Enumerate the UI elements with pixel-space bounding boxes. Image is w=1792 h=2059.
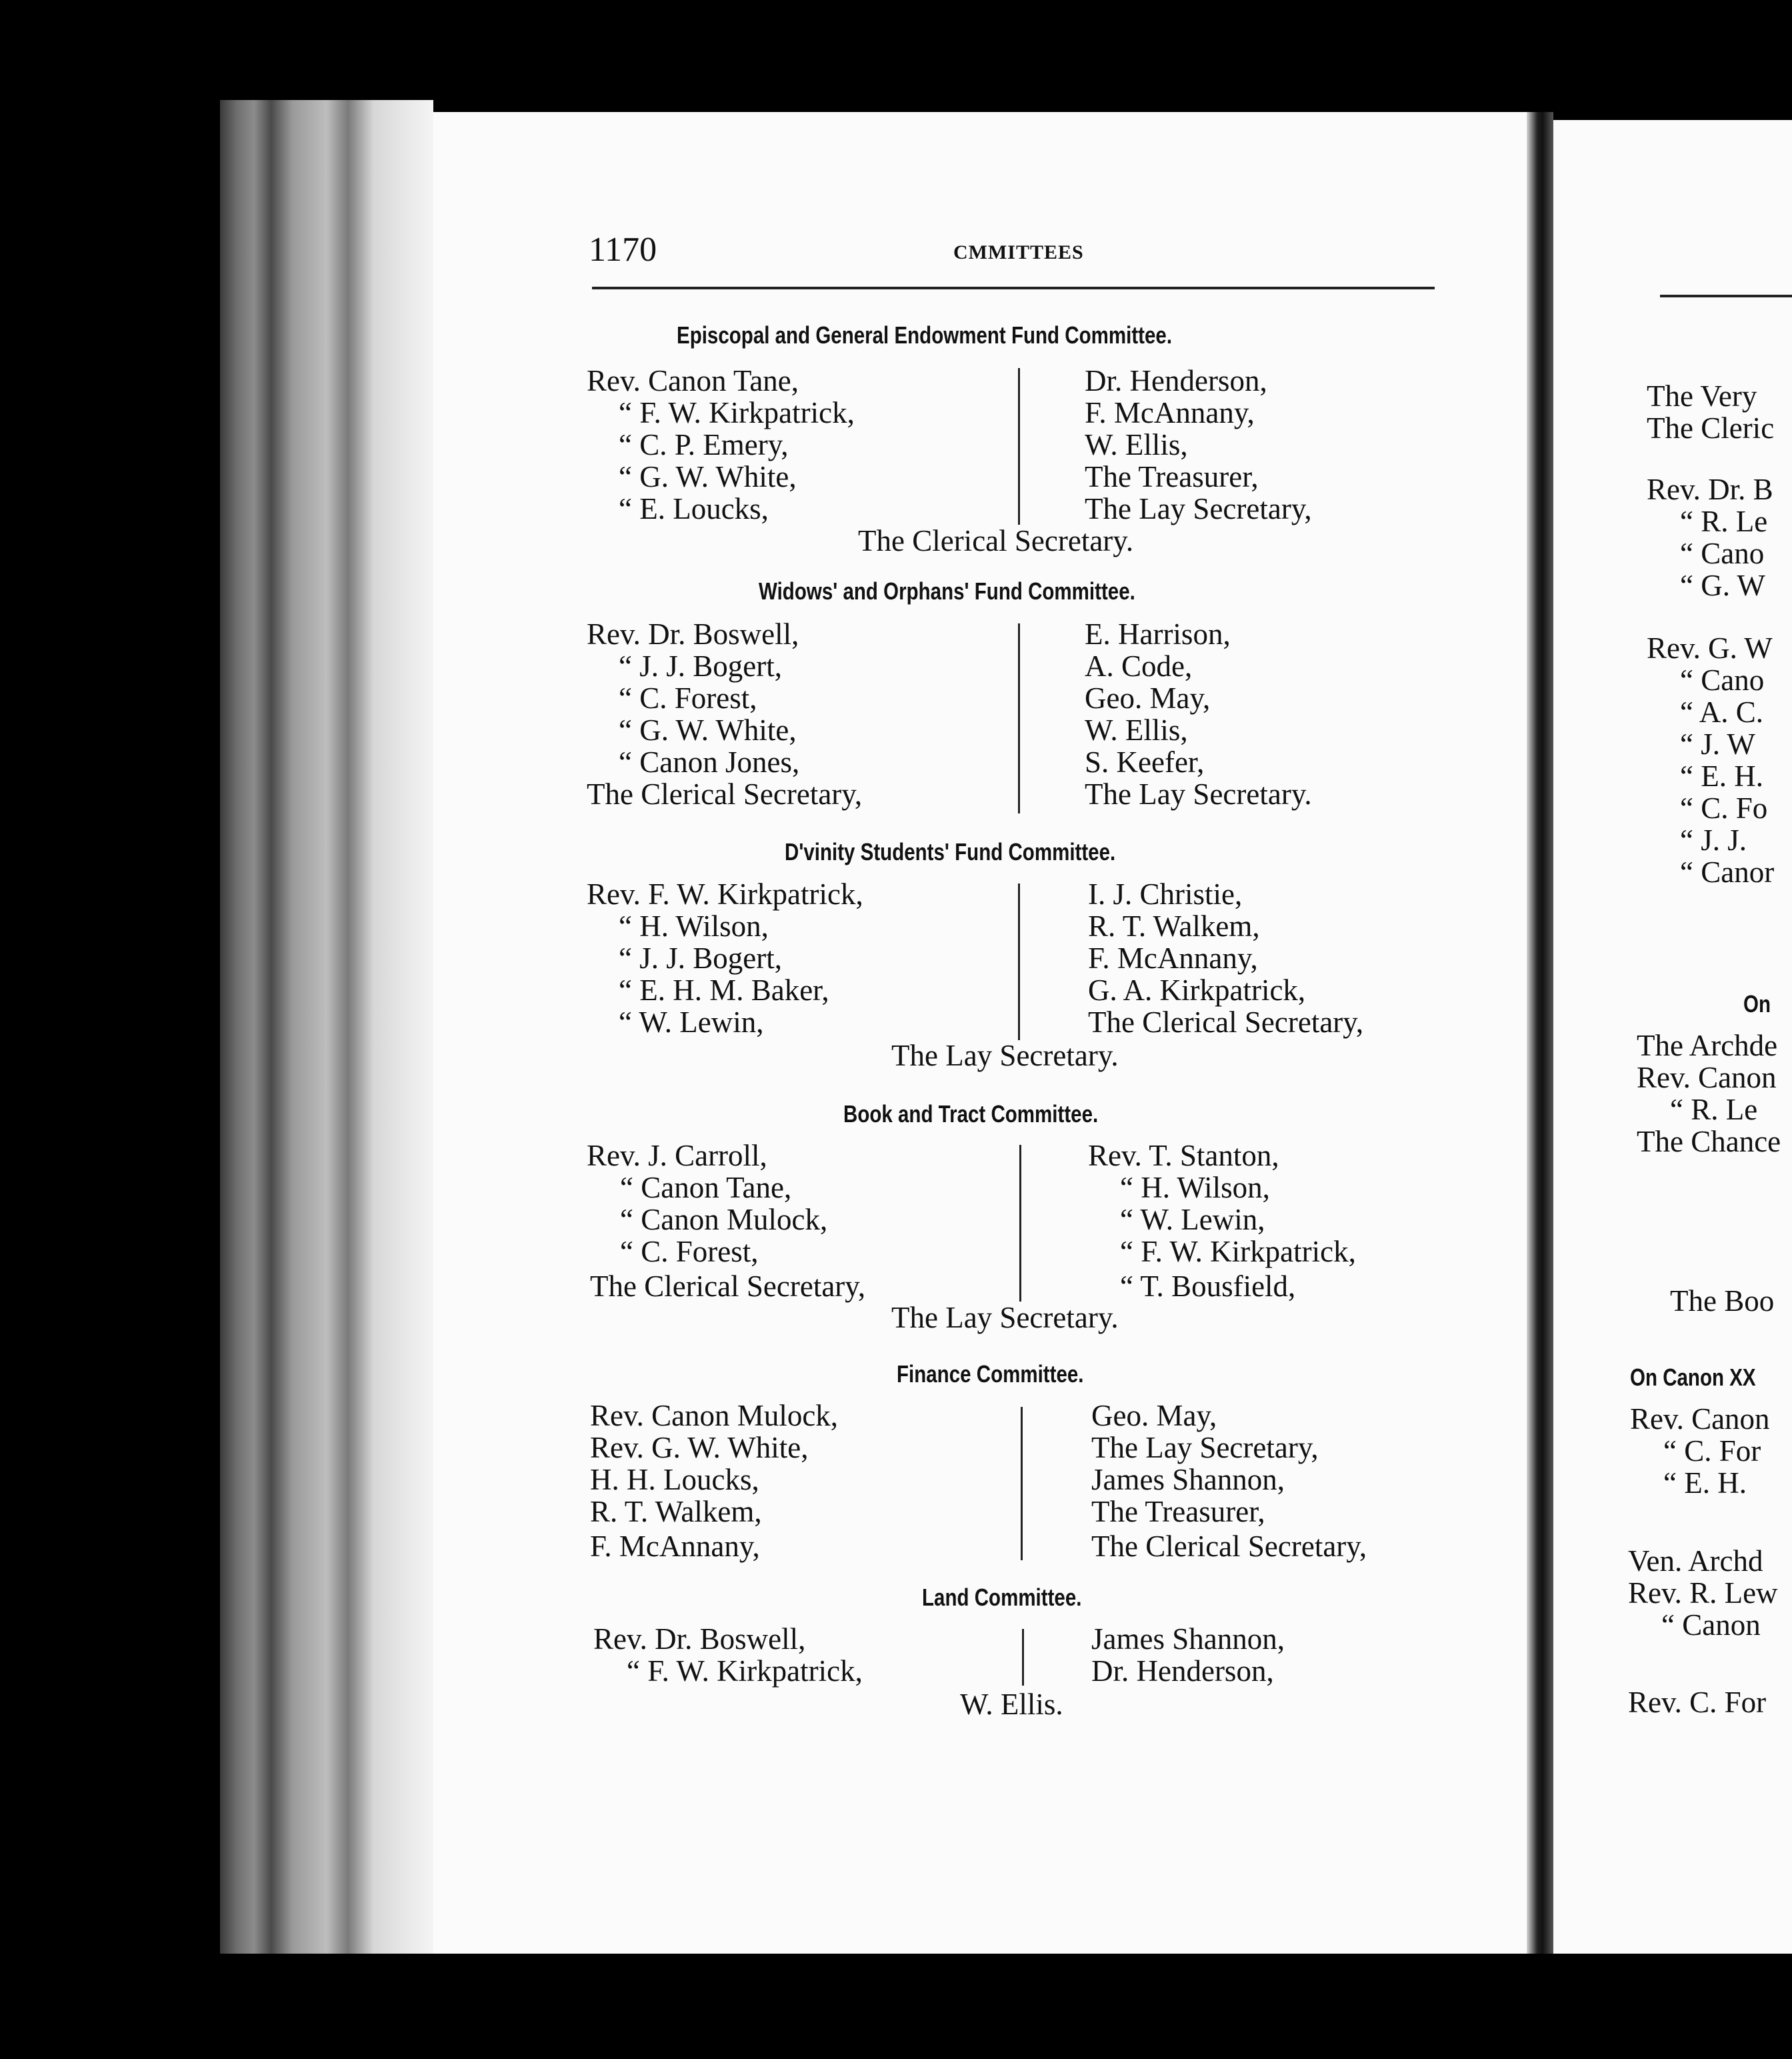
facing-fragment: The Cleric [1647,411,1775,445]
facing-fragment: “ G. W [1680,569,1765,602]
column-divider [1022,1629,1024,1686]
member-line: “ E. Loucks, [619,492,769,525]
member-line: Rev. Canon Mulock, [590,1399,839,1432]
facing-fragment: “ C. For [1663,1434,1761,1468]
facing-heading: On Canon XX [1630,1364,1756,1391]
column-divider [1018,623,1020,813]
member-line: A. Code, [1085,649,1193,683]
member-line: “ E. H. M. Baker, [619,973,829,1007]
member-line: “ H. Wilson, [619,909,769,943]
facing-fragment: The Chance [1637,1125,1781,1158]
member-line: The Clerical Secretary, [587,777,863,811]
section-footer: The Lay Secretary. [891,1039,1119,1072]
section-title-book-tract: Book and Tract Committee. [843,1100,1099,1128]
facing-fragment: Rev. Canon [1637,1061,1777,1094]
column-divider [1018,883,1020,1040]
facing-fragment: Rev. C. For [1628,1686,1767,1719]
facing-fragment: “ E. H. [1663,1466,1747,1500]
member-line: W. Ellis, [1085,428,1188,461]
member-line: The Lay Secretary. [1085,777,1312,811]
facing-fragment: The Very [1647,379,1757,413]
section-title-endowment: Episcopal and General Endowment Fund Committee. [677,321,1173,349]
member-line: “ G. W. White, [619,460,797,493]
member-line: E. Harrison, [1085,617,1231,651]
facing-heading: On [1743,990,1771,1017]
member-line: “ Canon Tane, [620,1171,792,1204]
facing-fragment: “ J. J. [1680,823,1747,857]
facing-fragment: Rev. G. W [1647,631,1773,665]
section-title-widows: Widows' and Orphans' Fund Committee. [759,577,1135,605]
member-line: Rev. Dr. Boswell, [587,617,799,651]
member-line: “ W. Lewin, [619,1005,764,1039]
facing-fragment: “ Cano [1680,663,1765,697]
member-line: “ J. J. Bogert, [619,649,782,683]
member-line: Rev. T. Stanton, [1088,1139,1279,1172]
member-line: James Shannon, [1091,1622,1285,1656]
column-divider [1019,1145,1021,1302]
member-line: James Shannon, [1091,1463,1285,1496]
facing-fragment: “ R. Le [1670,1093,1758,1126]
member-line: “ F. W. Kirkpatrick, [627,1654,863,1688]
member-line: “ H. Wilson, [1120,1171,1270,1204]
member-line: The Clerical Secretary, [1088,1005,1364,1039]
member-line: “ F. W. Kirkpatrick, [619,396,855,429]
facing-page [1553,120,1792,1954]
member-line: “ F. W. Kirkpatrick, [1120,1235,1356,1268]
facing-fragment: “ Cano [1680,537,1765,570]
member-line: “ W. Lewin, [1120,1203,1265,1236]
facing-fragment: “ Canor [1680,855,1775,889]
member-line: F. McAnnany, [590,1530,760,1563]
facing-fragment: “ R. Le [1680,505,1768,538]
member-line: F. McAnnany, [1085,396,1255,429]
member-line: H. H. Loucks, [590,1463,759,1496]
member-line: Rev. Dr. Boswell, [593,1622,806,1656]
facing-fragment: Rev. R. Lew [1628,1576,1778,1610]
member-line: “ C. Forest, [619,681,757,715]
member-line: The Treasurer, [1085,460,1259,493]
member-line: Geo. May, [1085,681,1211,715]
member-line: S. Keefer, [1085,745,1205,779]
section-footer: The Lay Secretary. [891,1301,1119,1334]
member-line: Geo. May, [1091,1399,1217,1432]
section-title-finance: Finance Committee. [897,1360,1084,1388]
member-line: “ C. P. Emery, [619,428,789,461]
member-line: “ G. W. White, [619,713,797,747]
facing-fragment: “ J. W [1680,727,1755,761]
column-divider [1018,368,1020,525]
section-footer: W. Ellis. [960,1688,1063,1721]
member-line: “ T. Bousfield, [1120,1270,1296,1303]
facing-fragment: Rev. Dr. B [1647,473,1773,506]
member-line: Dr. Henderson, [1085,364,1267,397]
running-head: CMMITTEES [953,241,1084,263]
member-line: Rev. J. Carroll, [587,1139,767,1172]
facing-header-rule [1660,295,1792,297]
header-rule [592,287,1435,289]
facing-fragment: “ A. C. [1680,695,1764,729]
member-line: The Treasurer, [1091,1495,1265,1528]
member-line: W. Ellis, [1085,713,1188,747]
member-line: Rev. Canon Tane, [587,364,799,397]
book-gutter [1527,112,1553,1954]
facing-fragment: “ C. Fo [1680,791,1768,825]
member-line: Dr. Henderson, [1091,1654,1274,1688]
section-footer: The Clerical Secretary. [858,524,1134,557]
member-line: The Lay Secretary, [1091,1431,1319,1464]
member-line: I. J. Christie, [1088,877,1243,911]
book-page-edges [220,100,433,1954]
facing-fragment: Ven. Archd [1628,1544,1763,1578]
member-line: “ J. J. Bogert, [619,941,782,975]
member-line: “ Canon Jones, [619,745,800,779]
member-line: The Clerical Secretary, [590,1270,866,1303]
member-line: R. T. Walkem, [1088,909,1260,943]
facing-fragment: Rev. Canon [1630,1402,1770,1436]
member-line: The Lay Secretary, [1085,492,1312,525]
member-line: “ C. Forest, [620,1235,759,1268]
column-divider [1021,1407,1023,1560]
facing-fragment: “ E. H. [1680,759,1763,793]
member-line: Rev. F. W. Kirkpatrick, [587,877,863,911]
facing-fragment: The Archde [1637,1029,1778,1062]
member-line: F. McAnnany, [1088,941,1258,975]
member-line: R. T. Walkem, [590,1495,762,1528]
member-line: G. A. Kirkpatrick, [1088,973,1306,1007]
section-title-land: Land Committee. [922,1584,1082,1611]
member-line: “ Canon Mulock, [620,1203,828,1236]
section-title-divinity: D'vinity Students' Fund Committee. [785,838,1116,865]
page-number: 1170 [589,231,657,269]
facing-fragment: “ Canon [1661,1608,1761,1642]
member-line: Rev. G. W. White, [590,1431,809,1464]
facing-fragment: The Boo [1670,1284,1775,1318]
member-line: The Clerical Secretary, [1091,1530,1367,1563]
